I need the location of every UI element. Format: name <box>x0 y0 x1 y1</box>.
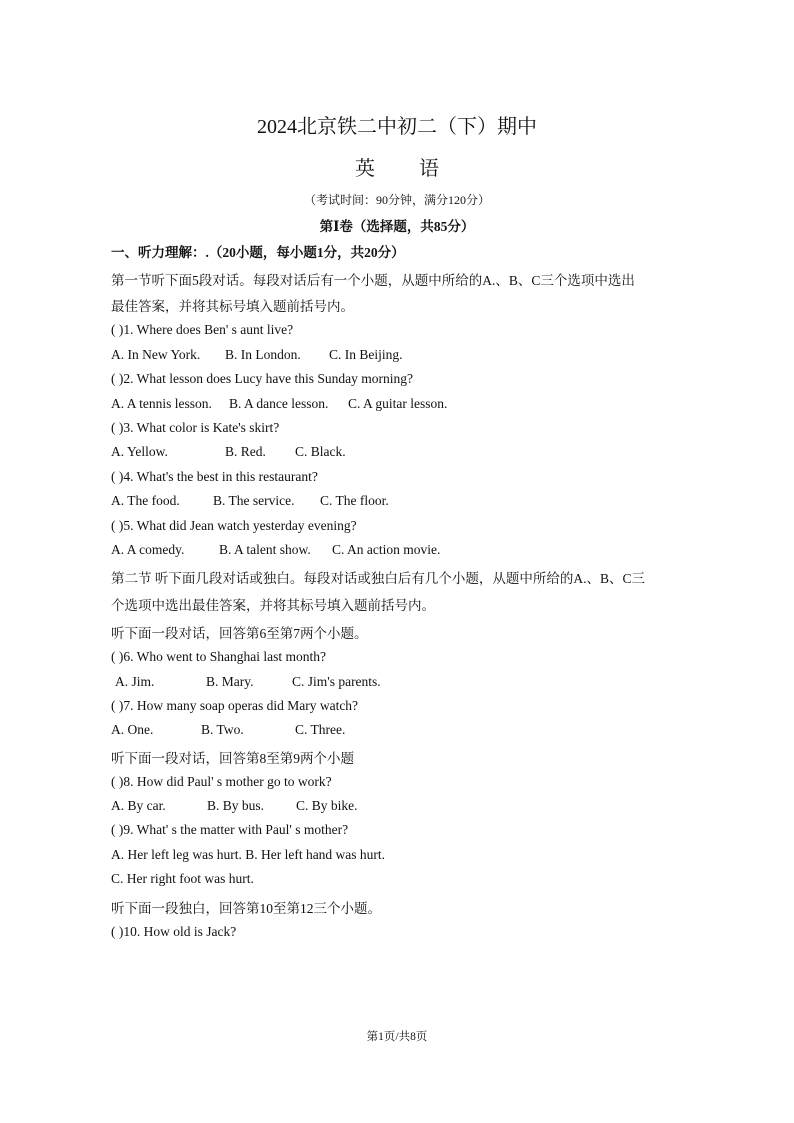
options-3 <box>111 444 346 460</box>
option-b: B. A talent show. <box>219 542 311 557</box>
option-b: B. A dance lesson. <box>229 396 329 411</box>
question-4: ( )4. What's the best in this restaurant? <box>111 469 318 484</box>
option-b: B. Mary. <box>206 674 254 689</box>
options-4 <box>111 493 389 509</box>
option-a: A. The food. <box>111 493 180 508</box>
options-7 <box>111 722 345 738</box>
option-a: A. A comedy. <box>111 542 185 557</box>
options-8 <box>111 798 358 814</box>
part2-instruction-line2: 个选项中选出最佳答案，并将其标号填入题前括号内。 <box>111 598 435 613</box>
question-10: ( )10. How old is Jack? <box>111 924 237 939</box>
option-c: C. Jim's parents. <box>292 674 381 689</box>
section-heading: 一、听力理解：.（20小题，每小题1分，共20分） <box>111 245 405 260</box>
option-b: B. By bus. <box>207 798 265 813</box>
option-b: B. In London. <box>225 347 301 362</box>
option-b: B. Red. <box>225 444 266 459</box>
option-a: A. Jim. <box>115 674 155 689</box>
option-a: A. In New York. <box>111 347 201 362</box>
option-a: A. By car. <box>111 798 166 813</box>
option-c: C. In Beijing. <box>329 347 403 362</box>
subject-title: 英语 <box>355 158 483 180</box>
question-6: ( )6. Who went to Shanghai last month? <box>111 649 326 664</box>
option-c: C. By bike. <box>296 798 358 813</box>
dialog-1-intro: 听下面一段对话，回答第6至第7两个小题。 <box>111 626 368 641</box>
question-2: ( )2. What lesson does Lucy have this Sunday morning? <box>111 371 413 386</box>
question-9: ( )9. What' s the matter with Paul' s mother? <box>111 822 349 837</box>
option-a: A. One. <box>111 722 154 737</box>
volume-heading: 第Ⅰ卷（选择题，共85分） <box>319 219 475 234</box>
page-title: 2024北京铁二中初二（下）期中 <box>257 116 537 138</box>
options-6 <box>115 674 381 690</box>
option-b: B. The service. <box>213 493 295 508</box>
options-5 <box>111 542 440 558</box>
page-number: 第1页/共8页 <box>366 1031 428 1043</box>
option-c: C. Black. <box>295 444 346 459</box>
part1-instruction-line2: 最佳答案，并将其标号填入题前括号内。 <box>111 299 354 314</box>
question-5: ( )5. What did Jean watch yesterday evening? <box>111 518 357 533</box>
question-8: ( )8. How did Paul' s mother go to work? <box>111 774 332 789</box>
options-9-ab: A. Her left leg was hurt. B. Her left hand was hurt. <box>111 847 386 862</box>
option-a: A. A tennis lesson. <box>111 396 212 411</box>
option-c: C. The floor. <box>320 493 389 508</box>
option-b: B. Two. <box>201 722 244 737</box>
options-9-c: C. Her right foot was hurt. <box>111 871 254 886</box>
part2-instruction-line1: 第二节 听下面几段对话或独白。每段对话或独白后有几个小题，从题中所给的A.、B、C三 <box>111 571 646 586</box>
question-1: ( )1. Where does Ben' s aunt live? <box>111 322 294 337</box>
option-c: C. Three. <box>295 722 346 737</box>
options-1 <box>111 347 403 363</box>
exam-info: （考试时间：90分钟，满分120分） <box>303 193 490 207</box>
option-a: A. Yellow. <box>111 444 168 459</box>
part1-instruction-line1: 第一节听下面5段对话。每段对话后有一个小题，从题中所给的A.、B、C三个选项中选出 <box>111 273 635 288</box>
dialog-2-intro: 听下面一段对话，回答第8至第9两个小题 <box>111 751 354 766</box>
question-7: ( )7. How many soap operas did Mary watch? <box>111 698 359 713</box>
question-3: ( )3. What color is Kate's skirt? <box>111 420 280 435</box>
option-c: C. A guitar lesson. <box>348 396 448 411</box>
option-c: C. An action movie. <box>332 542 441 557</box>
options-2 <box>111 396 447 412</box>
monologue-intro: 听下面一段独白，回答第10至第12三个小题。 <box>111 901 381 916</box>
